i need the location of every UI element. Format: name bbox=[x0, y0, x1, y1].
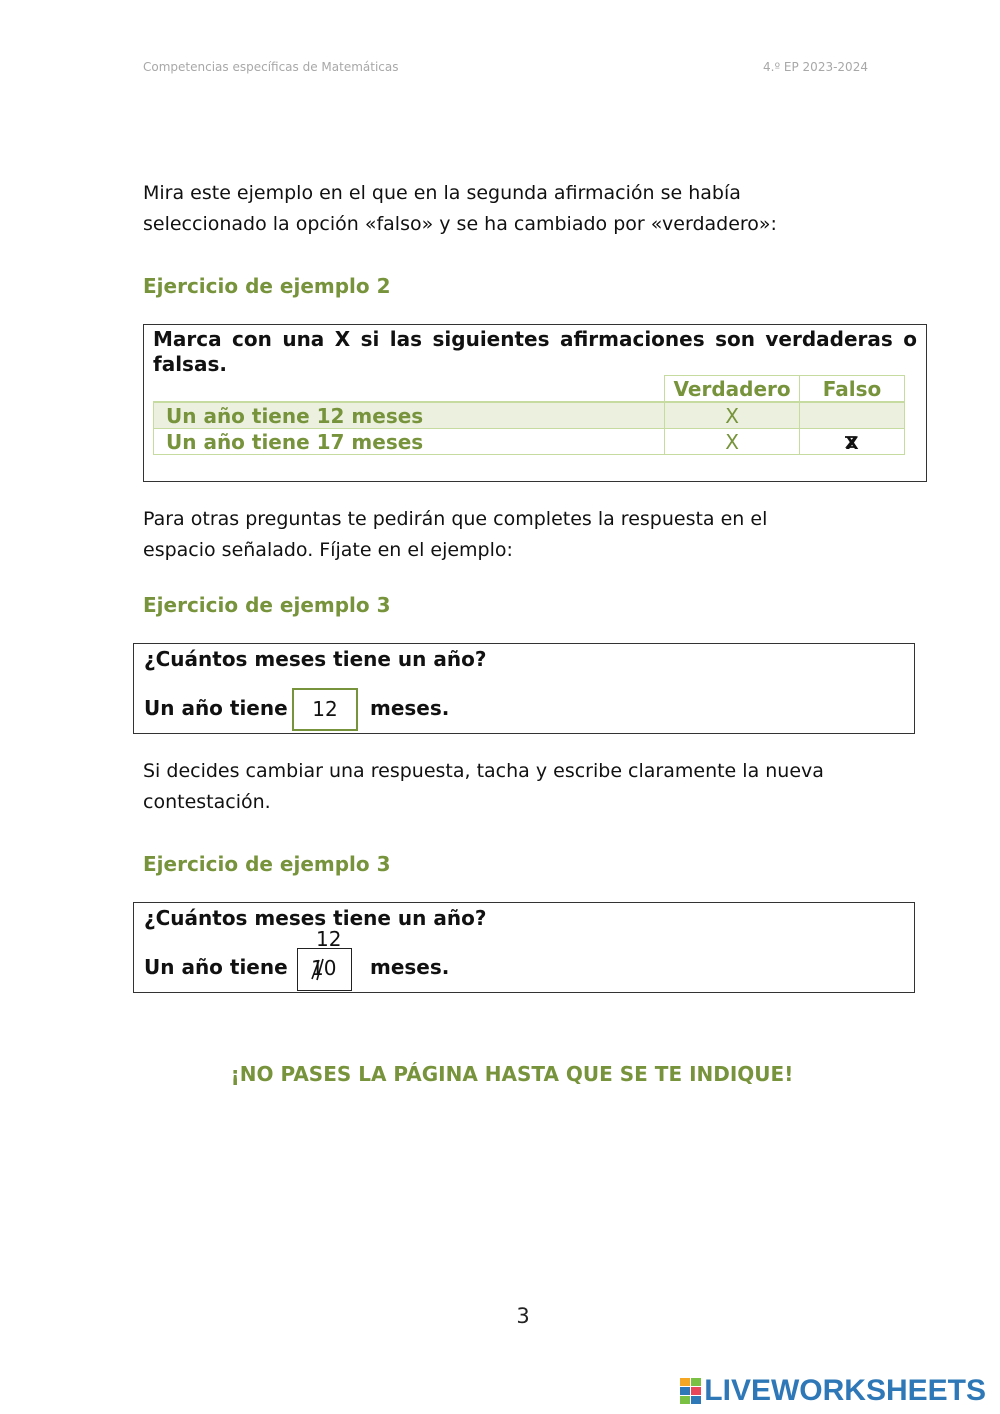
scribble-icon bbox=[843, 435, 857, 449]
liveworksheets-logo[interactable] bbox=[680, 1374, 986, 1408]
example-3b-heading: Ejercicio de ejemplo 3 bbox=[143, 852, 391, 876]
change-line-2: contestación. bbox=[143, 791, 271, 813]
false-checkbox-cell[interactable] bbox=[800, 429, 905, 455]
warning-message: ¡NO PASES LA PÁGINA HASTA QUE SE TE INDIQUE! bbox=[230, 1062, 794, 1086]
example-2-heading: Ejercicio de ejemplo 2 bbox=[143, 274, 391, 298]
change-paragraph bbox=[143, 756, 903, 818]
statement-cell: Un año tiene 12 meses bbox=[154, 402, 665, 429]
answer-input-corrected[interactable] bbox=[297, 948, 352, 991]
header-title: Competencias específicas de Matemáticas bbox=[143, 60, 399, 74]
liveworksheets-logo-icon bbox=[680, 1378, 702, 1404]
crossed-out-mark: X bbox=[845, 433, 859, 454]
example-3a-box bbox=[133, 643, 915, 734]
middle-line-2: espacio señalado. Fíjate en el ejemplo: bbox=[143, 539, 513, 561]
true-checkbox-cell[interactable]: X bbox=[665, 429, 800, 455]
example-3b-suffix: meses. bbox=[370, 955, 450, 979]
example-2-box bbox=[143, 324, 927, 482]
example-3a-question: ¿Cuántos meses tiene un año? bbox=[144, 647, 487, 671]
table-row bbox=[154, 429, 905, 455]
intro-line-1: Mira este ejemplo en el que en la segunda afirmación se había bbox=[143, 182, 741, 204]
middle-line-1: Para otras preguntas te pedirán que completes la respuesta en el bbox=[143, 508, 768, 530]
example-3b-box bbox=[133, 902, 915, 993]
strike-icon bbox=[298, 949, 353, 992]
example-3a-heading: Ejercicio de ejemplo 3 bbox=[143, 593, 391, 617]
answer-input[interactable]: 12 bbox=[292, 688, 358, 731]
example-3b-prefix: Un año tiene bbox=[144, 955, 288, 979]
corrected-answer: 12 bbox=[316, 927, 342, 951]
true-false-table bbox=[153, 375, 905, 455]
example-3a-suffix: meses. bbox=[370, 696, 450, 720]
header-grade: 4.º EP 2023-2024 bbox=[763, 60, 868, 74]
column-header-true: Verdadero bbox=[665, 376, 800, 403]
page-number: 3 bbox=[516, 1304, 530, 1328]
example-3a-prefix: Un año tiene bbox=[144, 696, 288, 720]
false-checkbox-cell[interactable] bbox=[800, 402, 905, 429]
example-2-instruction: Marca con una X si las siguientes afirmaciones son verdaderas o falsas. bbox=[153, 327, 917, 376]
change-line-1: Si decides cambiar una respuesta, tacha y escribe claramente la nueva bbox=[143, 760, 824, 782]
column-header-false: Falso bbox=[800, 376, 905, 403]
intro-line-2: seleccionado la opción «falso» y se ha cambiado por «verdadero»: bbox=[143, 213, 777, 235]
liveworksheets-logo-text: LIVEWORKSHEETS bbox=[704, 1374, 986, 1407]
crossed-out-answer: 10 bbox=[311, 956, 337, 980]
middle-paragraph bbox=[143, 504, 903, 566]
table-row bbox=[154, 402, 905, 429]
intro-paragraph bbox=[143, 178, 903, 240]
statement-cell: Un año tiene 17 meses bbox=[154, 429, 665, 455]
true-checkbox-cell[interactable]: X bbox=[665, 402, 800, 429]
example-3b-question: ¿Cuántos meses tiene un año? bbox=[144, 906, 487, 930]
